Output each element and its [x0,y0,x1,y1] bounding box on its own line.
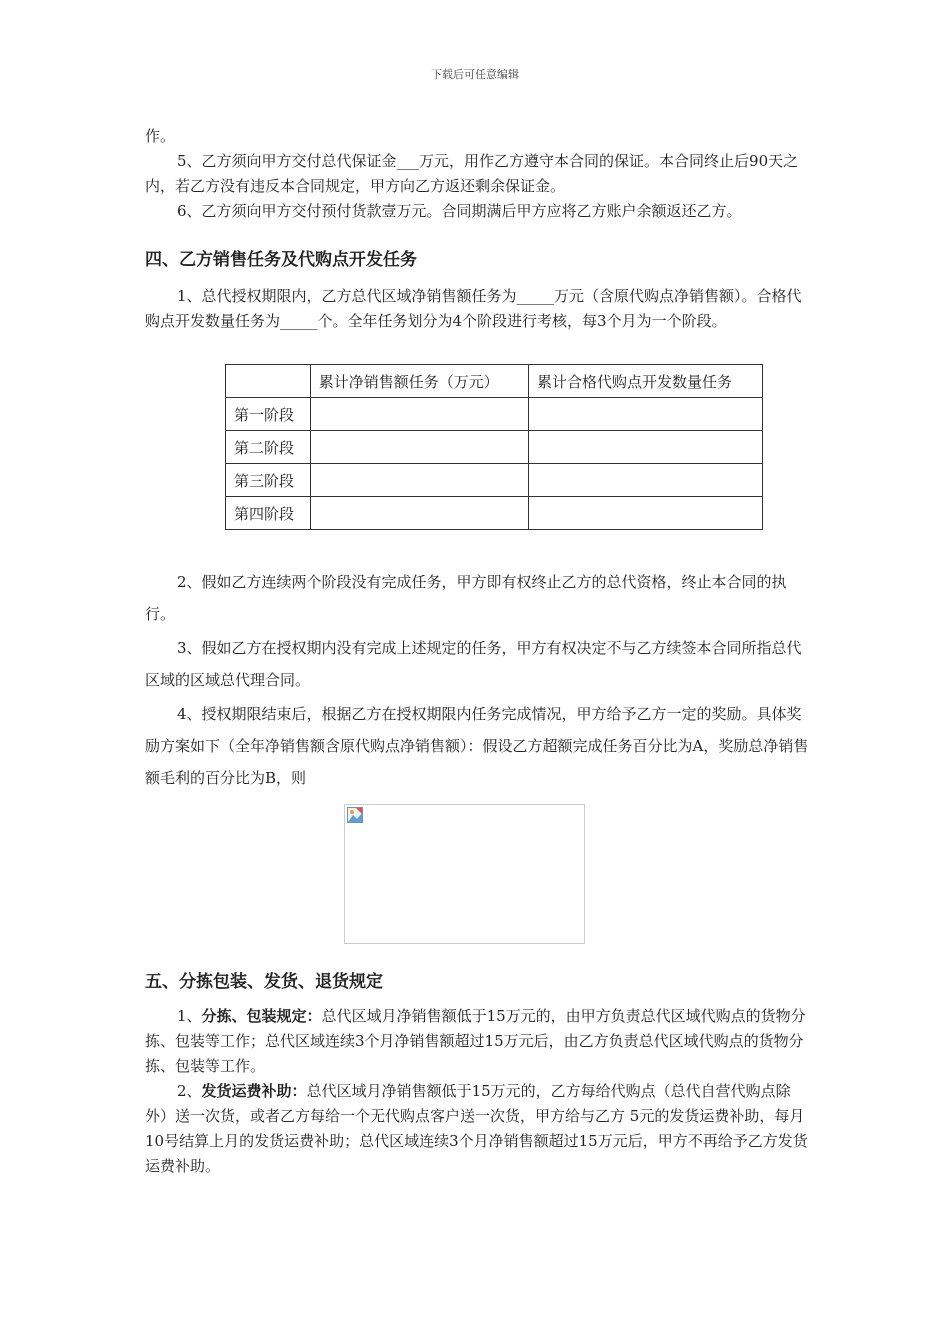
table-cell [310,497,528,530]
table-cell [310,464,528,497]
table-header-cell: 累计合格代购点开发数量任务 [528,365,762,398]
paragraph-item-6: 6、乙方须向甲方交付预付货款壹万元。合同期满后甲方应将乙方账户余额返还乙方。 [177,202,742,220]
section-5-paragraph-2 [145,1079,810,1179]
formula-image-placeholder [344,804,585,944]
stage-label: 第一阶段 [226,398,311,431]
table-header-row [226,365,763,398]
bold-label: 发货运费补助： [201,1082,307,1100]
paragraph-item-5: 5、乙方须向甲方交付总代保证金___万元，用作乙方遵守本合同的保证。本合同终止后90天之内，若乙方没有违反本合同规定，甲方向乙方返还剩余保证金。 [145,152,799,195]
section-4-paragraph-1: 1、总代授权期限内，乙方总代区域净销售额任务为_____万元（含原代购点净销售额）。合格代购点开发数量任务为_____个。全年任务划分为4个阶段进行考核，每3个月为一个阶段。 [145,287,802,330]
task-table [225,364,763,530]
section-4-paragraph-4: 4、授权期限结束后，根据乙方在授权期限内任务完成情况，甲方给予乙方一定的奖励。具体奖励方案如下（全年净销售额含原代购点净销售额）：假设乙方超额完成任务百分比为A，奖励总净销售额毛利的百分比为B，则 [145,705,809,787]
stage-label: 第三阶段 [226,464,311,497]
table-cell [310,431,528,464]
table-header-cell [226,365,311,398]
stage-label: 第四阶段 [226,497,311,530]
section-4-title: 四、乙方销售任务及代购点开发任务 [145,250,417,270]
table-cell [528,398,762,431]
table-row [226,398,763,431]
section-5-paragraph-1 [145,1004,810,1079]
table-cell [310,398,528,431]
table-row [226,431,763,464]
paragraph-text: 总代区域月净销售额低于15万元的，乙方每给代购点（总代自营代购点除外）送一次货，或者乙方每给一个无代购点客户送一次货，甲方给与乙方 5元的发货运费补助，每月10号结算上月的发货运费补助；总代区域连续3个月净销售额超过15万元后，甲方不再给予乙方发货运费补助。 [145,1082,808,1175]
broken-image-icon [347,807,363,823]
table-cell [528,431,762,464]
paragraph-text: 总代区域月净销售额低于15万元的，由甲方负责总代区域代购点的货物分拣、包装等工作；总代区域连续3个月净销售额超过15万元后，由乙方负责总代区域代购点的货物分拣、包装等工作。 [145,1007,806,1075]
table-cell [528,464,762,497]
section-4-paragraph-2: 2、假如乙方连续两个阶段没有完成任务，甲方即有权终止乙方的总代资格，终止本合同的执行。 [145,573,787,623]
paragraph-continuation: 作。 [145,127,176,145]
item-number: 2、 [177,1082,202,1100]
item-number: 1、 [177,1007,202,1025]
section-4-paragraph-3: 3、假如乙方在授权期内没有完成上述规定的任务，甲方有权决定不与乙方续签本合同所指总代区域的区域总代理合同。 [145,639,802,689]
table-cell [528,497,762,530]
table-header-cell: 累计净销售额任务（万元） [310,365,528,398]
bold-label: 分拣、包装规定： [201,1007,322,1025]
page-header: 下载后可任意编辑 [431,68,519,81]
table-row [226,464,763,497]
stage-label: 第二阶段 [226,431,311,464]
table-row [226,497,763,530]
document-body [145,124,810,1179]
section-5-title: 五、分拣包装、发货、退货规定 [145,972,383,992]
